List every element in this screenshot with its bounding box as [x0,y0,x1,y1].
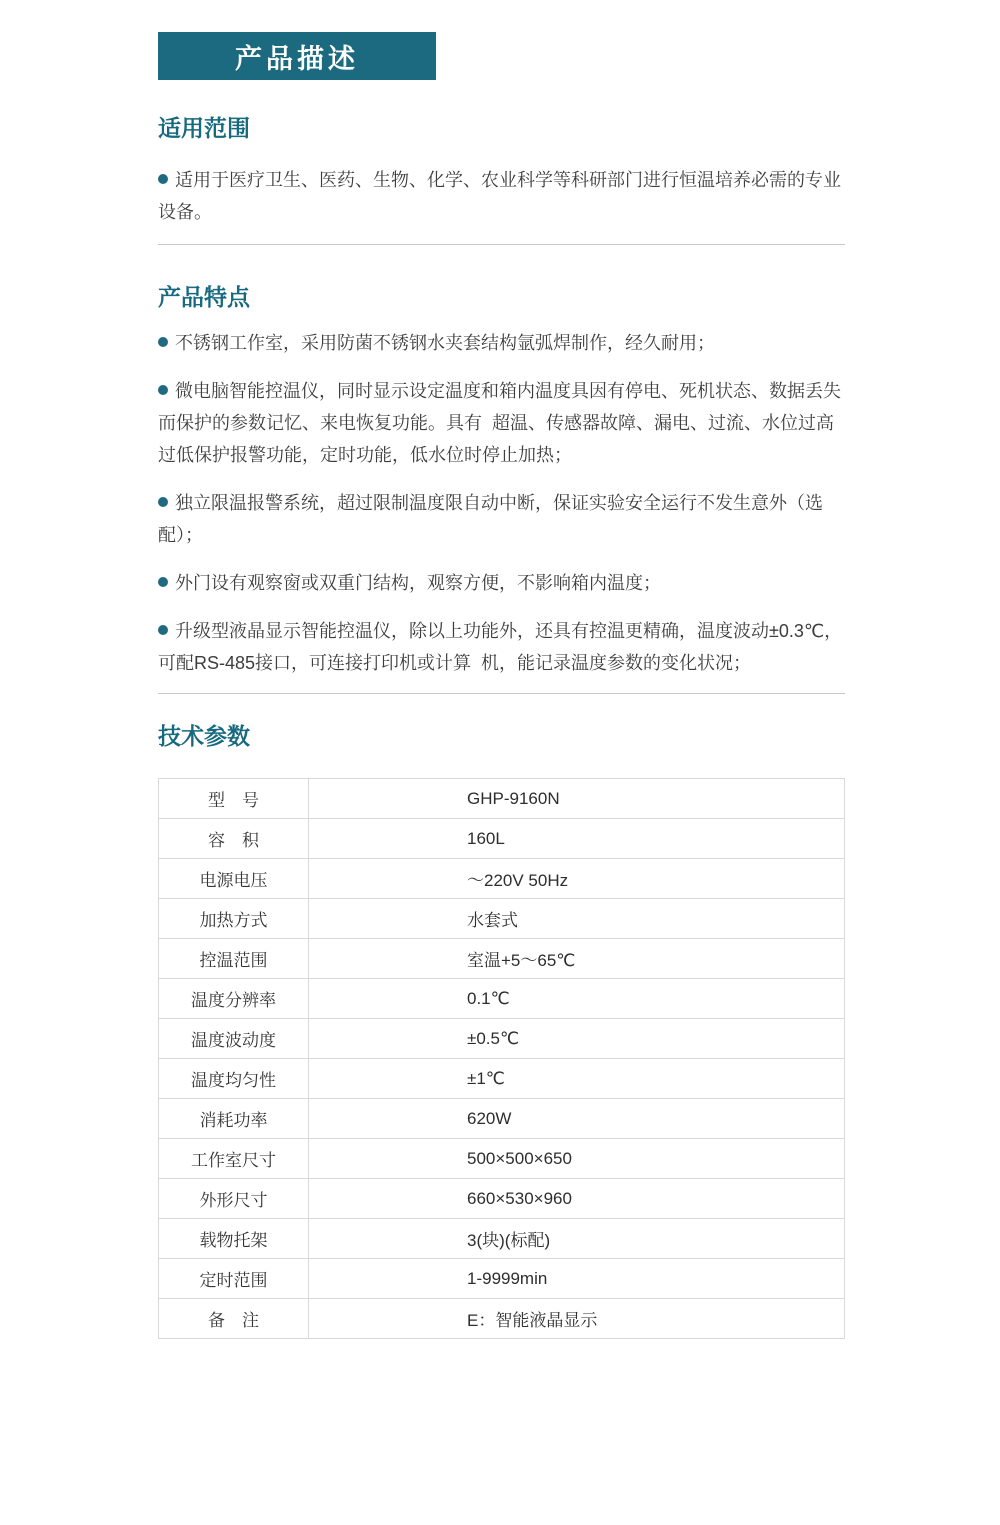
spec-value-cell: 水套式 [309,899,845,939]
spec-label-cell: 工作室尺寸 [159,1139,309,1179]
spec-row [159,1099,845,1139]
product-description-banner [158,32,436,80]
spec-row [159,859,845,899]
bullet-dot-icon [158,497,168,507]
spec-row [159,979,845,1019]
spec-row [159,1259,845,1299]
spec-label-cell: 定时范围 [159,1259,309,1299]
spec-label-cell: 型 号 [159,779,309,819]
spec-row [159,779,845,819]
feature-item [158,567,845,599]
scope-heading: 适用范围 [158,115,250,141]
spec-label-cell: 消耗功率 [159,1099,309,1139]
spec-row [159,1219,845,1259]
bullet-dot-icon [158,625,168,635]
spec-row [159,1299,845,1339]
spec-row [159,1059,845,1099]
spec-label-cell: 载物托架 [159,1219,309,1259]
bullet-dot-icon [158,337,168,347]
spec-value-cell: E：智能液晶显示 [309,1299,845,1339]
spec-value-cell: ～220V 50Hz [309,859,845,899]
spec-value-cell: ±1℃ [309,1059,845,1099]
feature-text: 外门设有观察窗或双重门结构，观察方便，不影响箱内温度； [175,573,661,593]
spec-label-cell: 控温范围 [159,939,309,979]
spec-value-cell: GHP-9160N [309,779,845,819]
spec-row [159,1139,845,1179]
feature-item [158,375,845,471]
spec-label-cell: 容 积 [159,819,309,859]
section-divider [158,693,845,694]
feature-text: 不锈钢工作室，采用防菌不锈钢水夹套结构氩弧焊制作，经久耐用； [175,333,715,353]
spec-value-cell: 160L [309,819,845,859]
feature-text: 微电脑智能控温仪，同时显示设定温度和箱内温度具因有停电、死机状态、数据丢失而保护的参数记忆、来电恢复功能。具有 超温、传感器故障、漏电、过流、水位过高过低保护报警功能，定时功能，低水位时停止加热； [158,381,841,465]
spec-value-cell: 620W [309,1099,845,1139]
spec-label-cell: 外形尺寸 [159,1179,309,1219]
spec-row [159,819,845,859]
spec-label-cell: 备 注 [159,1299,309,1339]
bullet-dot-icon [158,174,168,184]
spec-row [159,1019,845,1059]
spec-label-cell: 温度波动度 [159,1019,309,1059]
spec-value-cell: 500×500×650 [309,1139,845,1179]
spec-value-cell: 660×530×960 [309,1179,845,1219]
spec-value-cell: 室温+5～65℃ [309,939,845,979]
bullet-dot-icon [158,385,168,395]
spec-value-cell: 3(块)(标配) [309,1219,845,1259]
section-divider [158,244,845,245]
spec-label-cell: 温度分辨率 [159,979,309,1019]
specs-table [158,778,845,1339]
banner-title: 产品描述 [235,43,359,74]
spec-label-cell: 温度均匀性 [159,1059,309,1099]
feature-text: 升级型液晶显示智能控温仪，除以上功能外，还具有控温更精确，温度波动±0.3℃，可配RS-485接口，可连接打印机或计算 机，能记录温度参数的变化状况； [158,621,843,673]
specs-heading: 技术参数 [158,723,250,749]
feature-item [158,327,845,359]
spec-value-cell: 0.1℃ [309,979,845,1019]
bullet-dot-icon [158,577,168,587]
features-heading: 产品特点 [158,284,250,310]
feature-text: 独立限温报警系统，超过限制温度限自动中断，保证实验安全运行不发生意外（选配）； [158,493,823,545]
spec-label-cell: 电源电压 [159,859,309,899]
scope-paragraph [158,164,845,228]
feature-item [158,615,845,679]
scope-text: 适用于医疗卫生、医药、生物、化学、农业科学等科研部门进行恒温培养必需的专业设备。 [158,170,841,222]
spec-value-cell: ±0.5℃ [309,1019,845,1059]
spec-row [159,939,845,979]
feature-item [158,487,845,551]
spec-row [159,899,845,939]
spec-label-cell: 加热方式 [159,899,309,939]
spec-value-cell: 1-9999min [309,1259,845,1299]
spec-row [159,1179,845,1219]
